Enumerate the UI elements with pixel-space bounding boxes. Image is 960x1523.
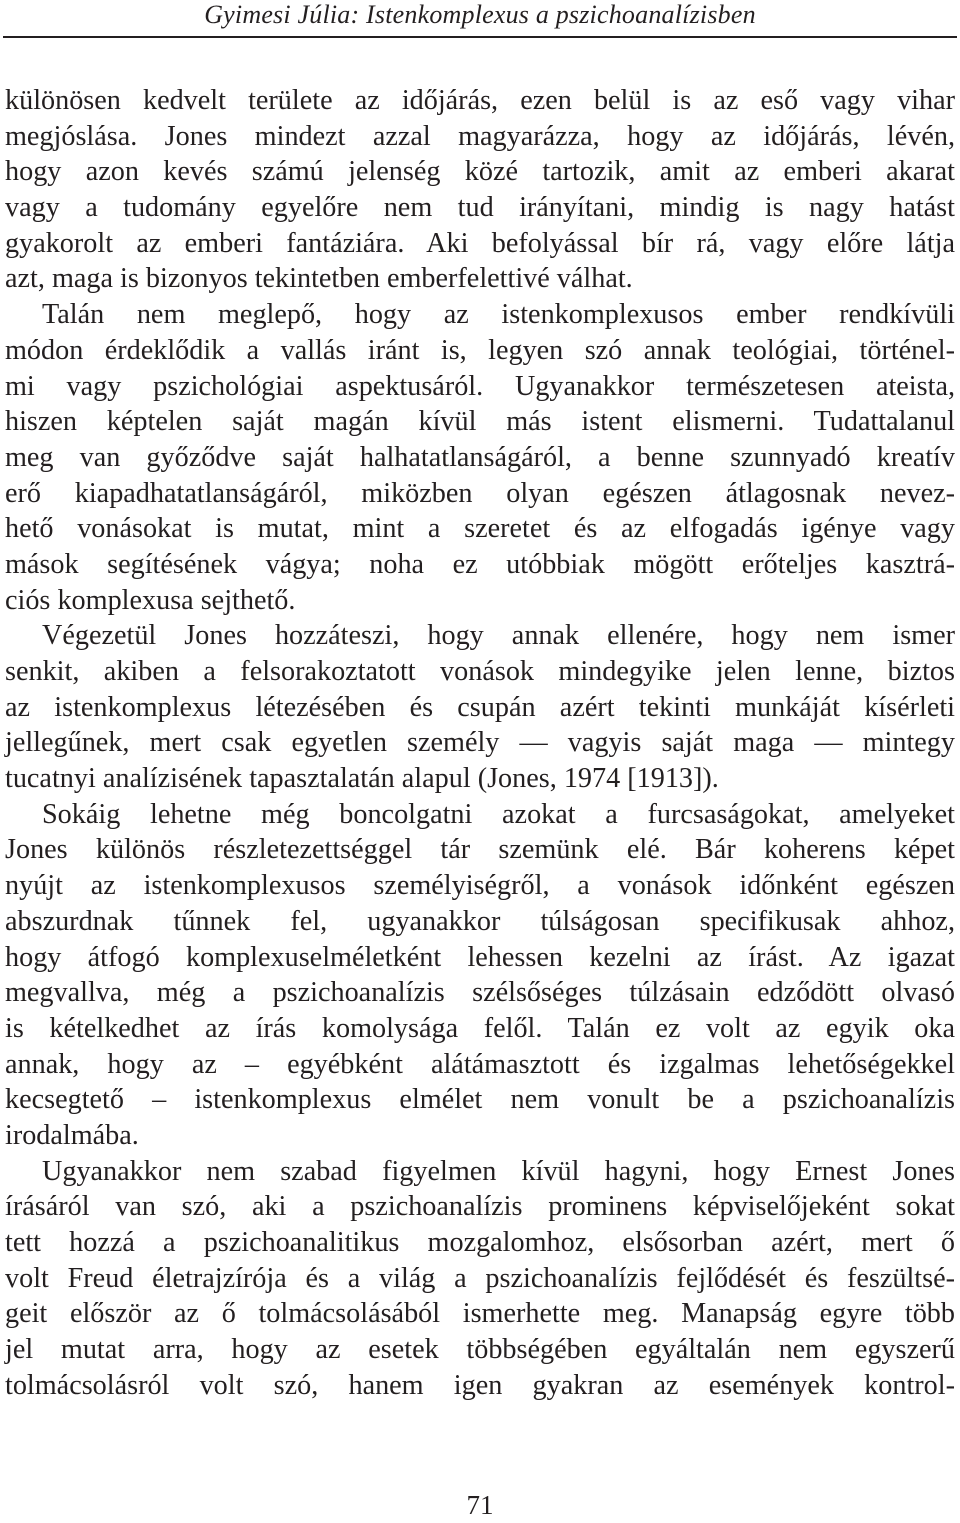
text-line: mi vagy pszichológiai aspektusáról. Ugyanakkor természetesen ateista, [5, 370, 955, 402]
text-line: geit először az ő tolmácsolásából ismerhette meg. Manapság egyre több [5, 1298, 955, 1330]
text-line: tett hozzá a pszichoanalitikus mozgalomhoz, elsősorban azért, mert ő [5, 1227, 955, 1258]
text-line: gyakorolt az emberi fantáziára. Aki befolyással bír rá, vagy előre látja [5, 227, 955, 259]
header-rule [3, 36, 957, 38]
text-line: kecsegtető – istenkomplexus elmélet nem vonult be a pszichoanalízis [5, 1084, 955, 1116]
text-line: hető vonásokat is mutat, mint a szeretet és az elfogadás igénye vagy [5, 513, 955, 545]
text-line: megjóslása. Jones mindezt azzal magyarázza, hogy az időjárás, lévén, [5, 120, 955, 152]
running-head: Gyimesi Júlia: Istenkomplexus a pszichoanalízisben [204, 0, 756, 29]
text-line: az istenkomplexus létezésében és csupán azért tekinti munkáját kísérleti [5, 691, 955, 723]
text-line: is kételkedhet az írás komolysága felől. Talán ez volt az egyik oka [5, 1012, 955, 1044]
text-line: Végezetül Jones hozzáteszi, hogy annak ellenére, hogy nem ismer [42, 620, 955, 652]
page-number: 71 [466, 1490, 494, 1520]
text-line: nyújt az istenkomplexusos személyiségről, a vonások időnként egészen [5, 870, 955, 902]
body-text [5, 83, 955, 1403]
text-line: Jones különös részletezettséggel tár szemünk elé. Bár koherens képet [5, 834, 955, 866]
text-line: Sokáig lehetne még boncolgatni azokat a furcsaságokat, amelyeket [42, 798, 955, 830]
text-line: jellegűnek, mert csak egyetlen személy — vagyis saját maga — mintegy [5, 727, 955, 759]
text-line: írásáról van szó, aki a pszichoanalízis prominens képviselőjeként sokat [5, 1191, 955, 1223]
text-line: Ugyanakkor nem szabad figyelmen kívül hagyni, hogy Ernest Jones [42, 1155, 955, 1187]
text-line: ciós komplexusa sejthető. [5, 584, 296, 616]
text-line: volt Freud életrajzírója és a világ a pszichoanalízis fejlődését és feszültsé- [5, 1262, 955, 1294]
text-line: irodalmába. [5, 1119, 139, 1151]
text-line: azt, maga is bizonyos tekintetben emberfelettivé válhat. [5, 263, 633, 295]
text-line: hogy azon kevés számú jelenség közé tartozik, amit az emberi akarat [5, 156, 955, 188]
text-line: mások segítésének vágya; noha ez utóbbiak mögött erőteljes kasztrá- [5, 548, 955, 580]
text-line: vagy a tudomány egyelőre nem tud irányítani, mindig is nagy hatást [5, 192, 955, 224]
text-line: erő kiapadhatatlanságáról, miközben olyan egészen átlagosnak nevez- [5, 477, 955, 509]
text-line: jel mutat arra, hogy az esetek többségében egyáltalán nem egyszerű [5, 1334, 955, 1366]
text-line: senkit, akiben a felsorakoztatott vonások mindegyike jelen lenne, biztos [5, 656, 955, 687]
text-line: tolmácsolásról volt szó, hanem igen gyakran az események kontrol- [5, 1369, 955, 1401]
text-line: különösen kedvelt területe az időjárás, ezen belül is az eső vagy vihar [5, 85, 955, 116]
text-line: módon érdeklődik a vallás iránt is, legyen szó annak teológiai, történel- [5, 334, 955, 366]
text-line: meg van győződve saját halhatatlanságáról, a benne szunnyadó kreatív [5, 441, 955, 473]
text-line: annak, hogy az – egyébként alátámasztott és izgalmas lehetőségekkel [5, 1048, 955, 1080]
text-line: hogy átfogó komplexuselméletként lehessen kezelni az írást. Az igazat [5, 941, 955, 973]
text-line: abszurdnak tűnnek fel, ugyanakkor túlságosan specifikusak ahhoz, [5, 905, 955, 937]
text-line: tucatnyi analízisének tapasztalatán alapul (Jones, 1974 [1913]). [5, 763, 719, 795]
text-line: megvallva, még a pszichoanalízis szélsőséges túlzásain edződött olvasó [5, 977, 955, 1009]
text-line: Talán nem meglepő, hogy az istenkomplexusos ember rendkívüli [42, 299, 955, 331]
text-line: hiszen képtelen saját magán kívül más istent elismerni. Tudattalanul [5, 406, 955, 438]
